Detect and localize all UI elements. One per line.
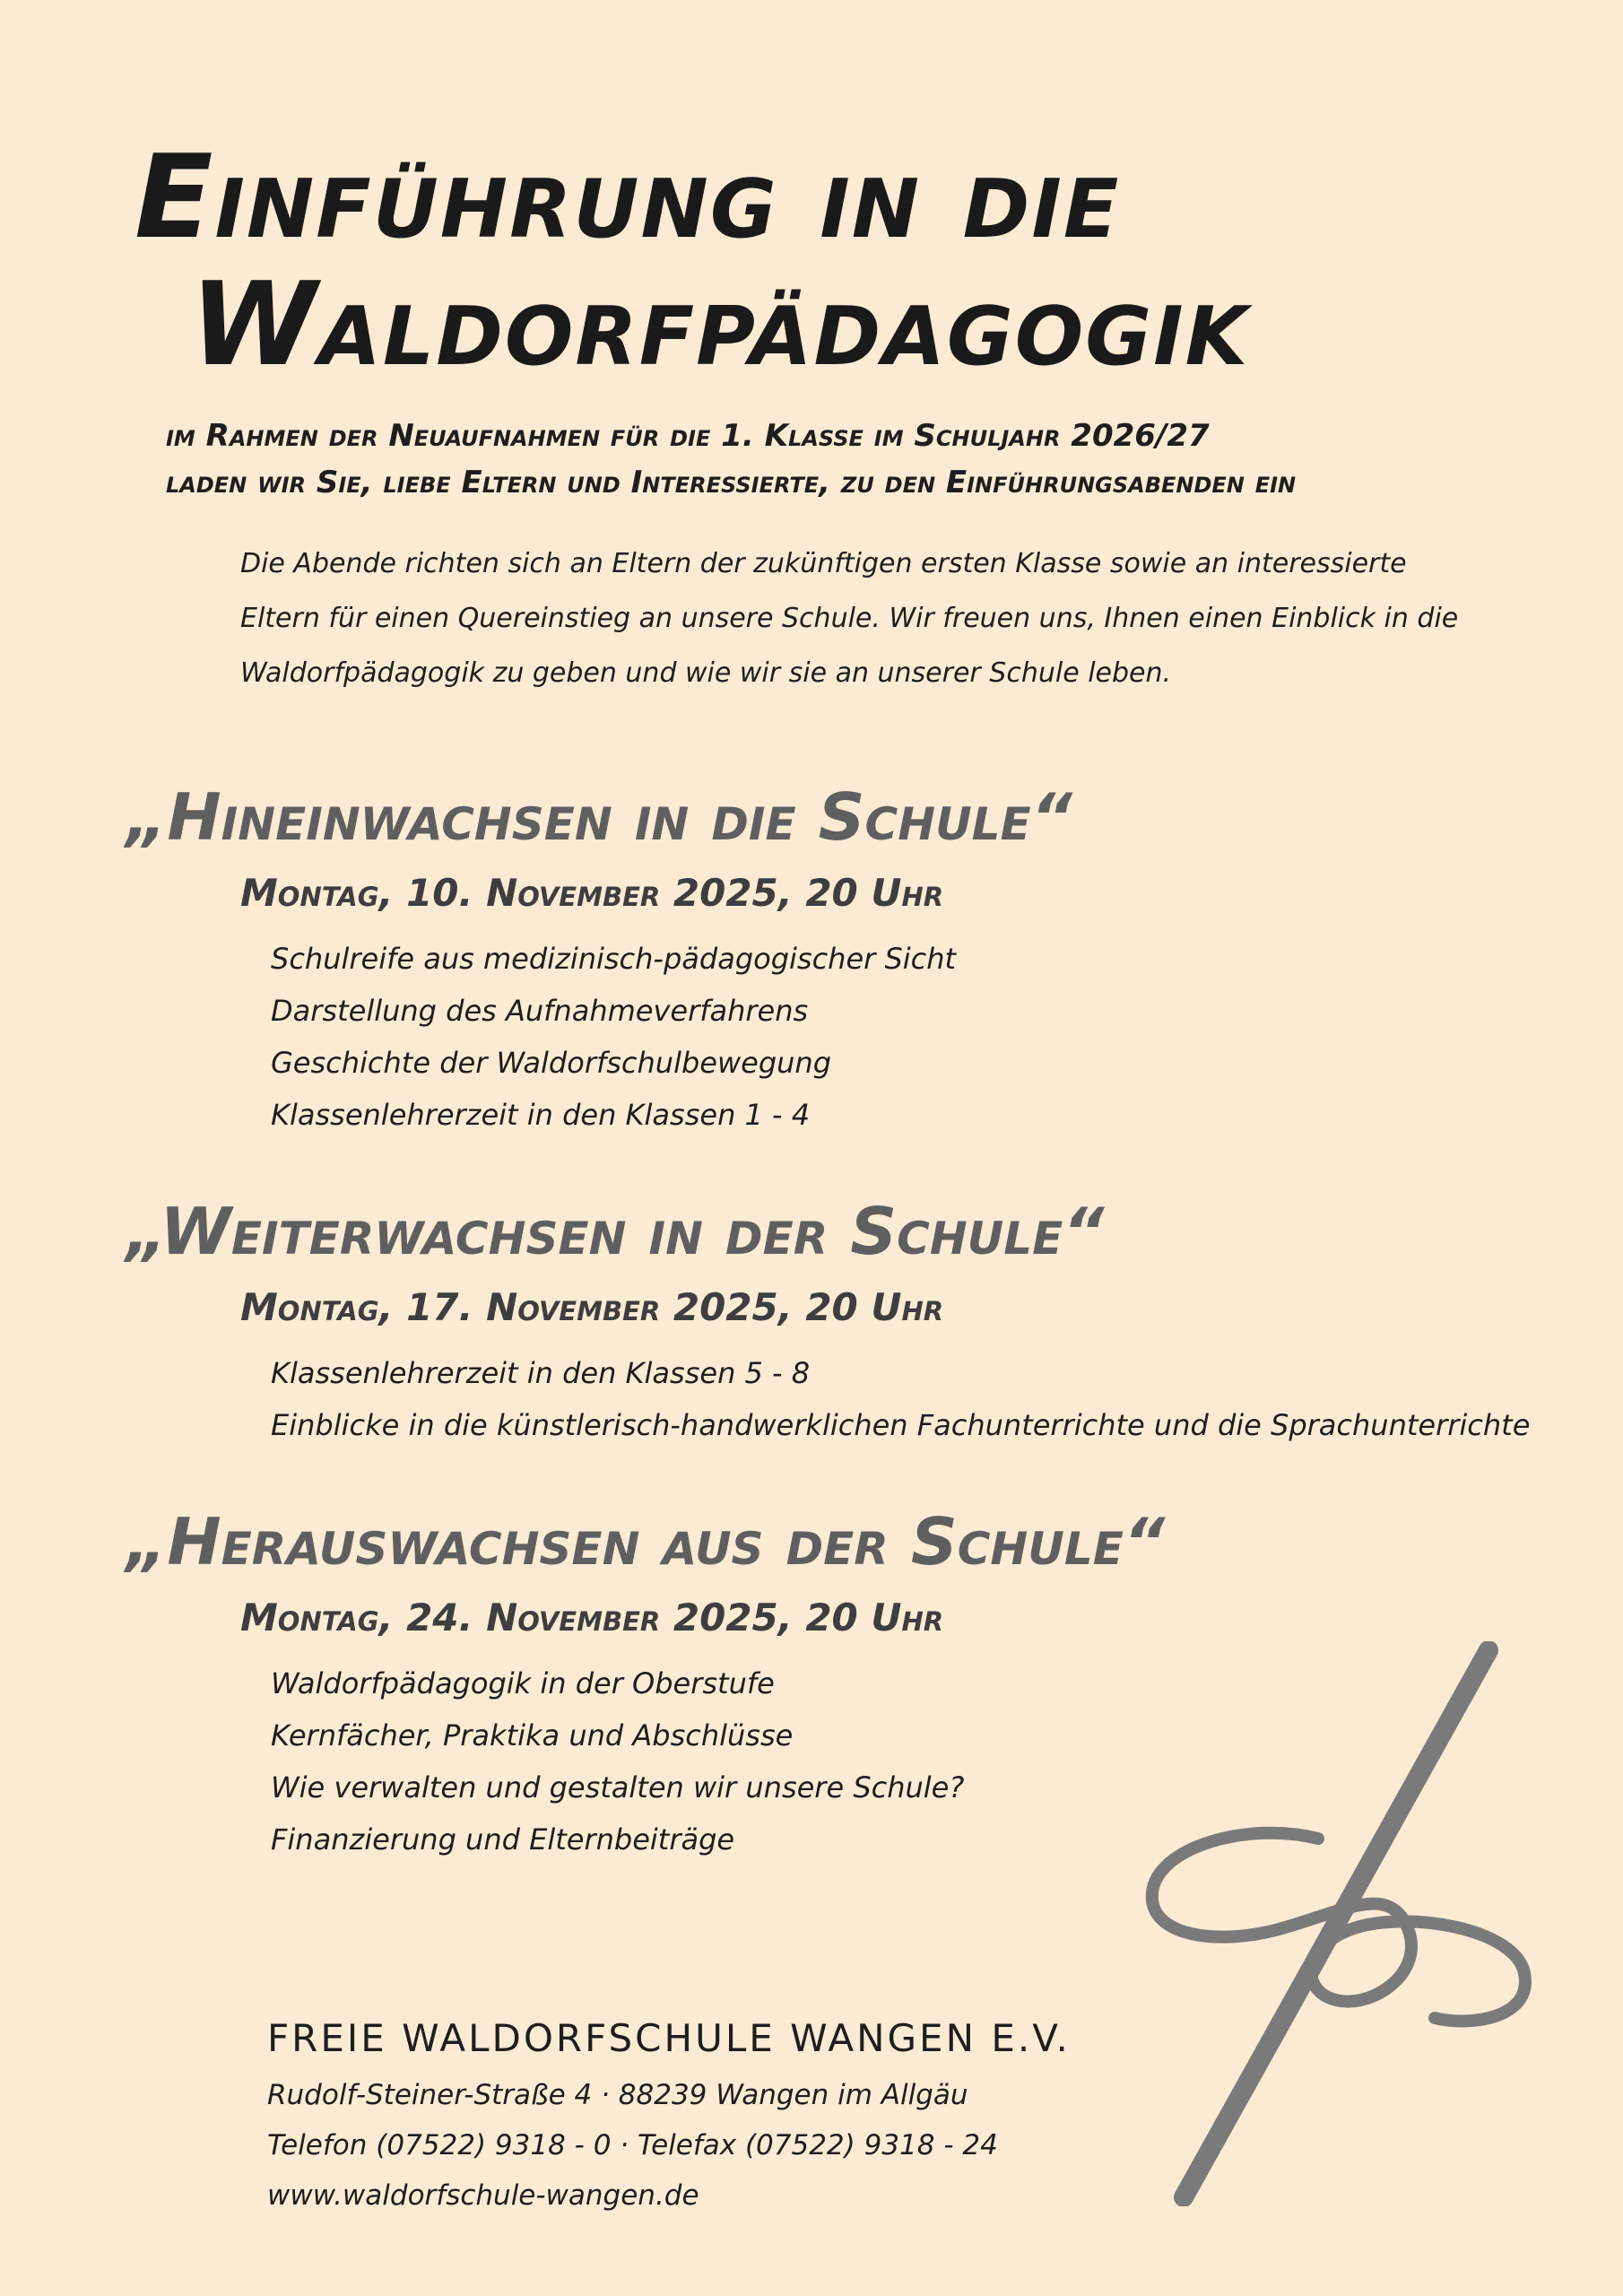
waldorf-ribbon-logo-icon bbox=[1139, 1641, 1542, 2206]
section-3-title: „Herauswachsen aus der Schule“ bbox=[126, 1504, 1166, 1579]
intro-heading-line-2: laden wir Sie, liebe Eltern und Interessierte, zu den Einführungsabenden ein bbox=[166, 465, 1297, 500]
school-address: Rudolf-Steiner-Straße 4 · 88239 Wangen im Allgäu bbox=[267, 2079, 968, 2111]
section-1-items bbox=[271, 933, 956, 1141]
list-item: Wie verwalten und gestalten wir unsere Schule? bbox=[271, 1770, 965, 1805]
school-website[interactable]: www.waldorfschule-wangen.de bbox=[267, 2179, 699, 2212]
section-3-date: Montag, 24. November 2025, 20 Uhr bbox=[240, 1596, 944, 1639]
list-item: Kernfächer, Praktika und Abschlüsse bbox=[271, 1718, 794, 1752]
list-item: Einblicke in die künstlerisch-handwerklichen Fachunterrichte und die Sprachunterrichte bbox=[271, 1408, 1531, 1442]
intro-text-line-1: Die Abende richten sich an Eltern der zukünftigen ersten Klasse sowie an interessierte bbox=[240, 548, 1407, 579]
list-item: Geschichte der Waldorfschulbewegung bbox=[271, 1046, 831, 1080]
list-item: Klassenlehrerzeit in den Klassen 5 - 8 bbox=[271, 1356, 811, 1390]
intro-heading-line-1: im Rahmen der Neuaufnahmen für die 1. Klasse im Schuljahr 2026/27 bbox=[166, 418, 1210, 454]
intro-text-line-3: Waldorfpädagogik zu geben und wie wir sie an unserer Schule leben. bbox=[240, 657, 1172, 689]
section-1-date: Montag, 10. November 2025, 20 Uhr bbox=[240, 871, 944, 915]
title-line-2: Waldorfpädagogik bbox=[190, 258, 1250, 392]
section-2-title: „Weiterwachsen in der Schule“ bbox=[126, 1194, 1105, 1269]
list-item: Darstellung des Aufnahmeverfahrens bbox=[271, 994, 809, 1028]
page-title bbox=[135, 131, 1250, 392]
list-item: Klassenlehrerzeit in den Klassen 1 - 4 bbox=[271, 1098, 811, 1132]
list-item: Waldorfpädagogik in der Oberstufe bbox=[271, 1666, 775, 1700]
intro-text-line-2: Eltern für einen Quereinstieg an unsere Schule. Wir freuen uns, Ihnen einen Einblick in die bbox=[240, 603, 1459, 634]
section-2-items bbox=[271, 1347, 1530, 1451]
section-1-title: „Hineinwachsen in die Schule“ bbox=[126, 779, 1073, 855]
school-phone: Telefon (07522) 9318 - 0 · Telefax (07522) 9318 - 24 bbox=[267, 2129, 998, 2161]
intro-text bbox=[240, 536, 1523, 700]
school-name: FREIE WALDORFSCHULE WANGEN E.V. bbox=[267, 2016, 1071, 2060]
title-line-1: Einführung in die bbox=[135, 131, 1121, 265]
list-item: Finanzierung und Elternbeiträge bbox=[271, 1822, 735, 1857]
list-item: Schulreife aus medizinisch-pädagogischer Sicht bbox=[271, 942, 957, 976]
section-2-date: Montag, 17. November 2025, 20 Uhr bbox=[240, 1285, 944, 1329]
section-3-items bbox=[271, 1657, 964, 1866]
intro-heading bbox=[166, 413, 1296, 506]
